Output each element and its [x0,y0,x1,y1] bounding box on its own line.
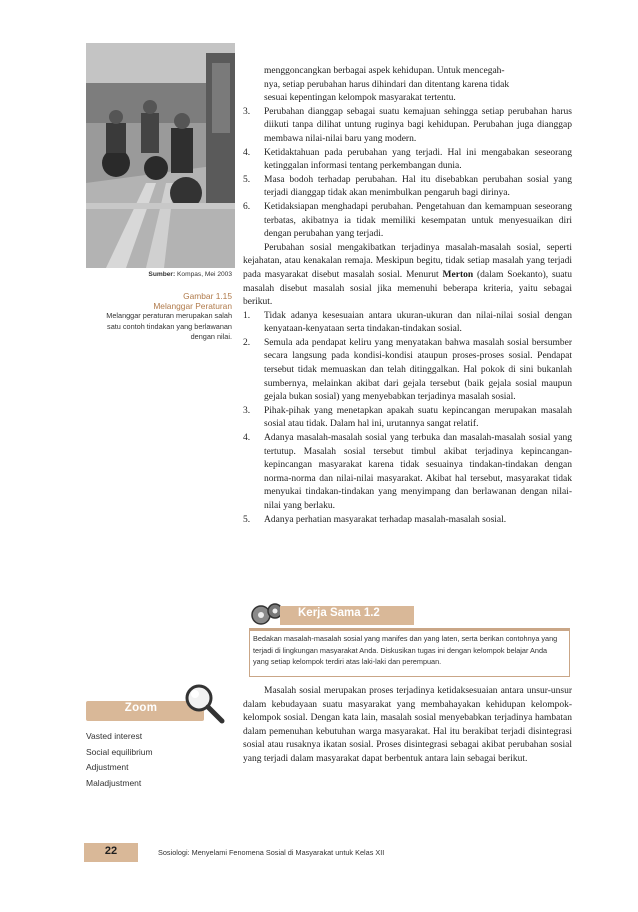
list-item: 4. Adanya masalah-masalah sosial yang terbuka dan masalah-masalah sosial yang tertutup. Masalah sosial tersebut timbul akibat terjadinya kepincangan-kepincangan masyarakat karena tidak sesuainya tindakan-tindakan dengan norma-norma dan nilai-nilai masyarakat. Akibat hal tersebut, masyarakat tidak menyukai tindakan-tindakan yang menyimpang dan berlawanan dengan nilai-nilai yang berlaku. [243,433,572,511]
photo-source: Sumber: Kompas, Mei 2003 [148,271,232,278]
merton-name: Merton [442,269,474,280]
zoom-title: Zoom [124,702,158,714]
list-item: 4. Ketidaktahuan pada perubahan yang terjadi. Hal ini mengabakan seseorang ketinggalan informasi tentang perkembangan dunia. [243,147,572,172]
book-title: Sosiologi: Menyelami Fenomena Sosial di Masyarakat untuk Kelas XII [158,848,385,857]
zoom-item: Vasted interest [86,731,143,741]
zoom-item: Maladjustment [86,777,142,788]
figure-caption-title: Gambar 1.15 Melanggar Peraturan [153,291,232,311]
list-item: 5. Adanya perhatian masyarakat terhadap masalah-masalah sosial. [243,514,507,525]
paragraph-merton: Perubahan sosial mengakibatkan terjadinya masalah-masalah sosial, seperti kejahatan, atau kenakalan remaja. Meskipun begitu, tidak setiap masalah yang terjadi pada masyarakat disebut masalah sosial. Menurut Merton (dalam Soekanto), suatu masalah disebut masalah sosial jika memenuhi beberapa kriteria, yaitu sebagai berikut. [243,242,573,308]
magnifier-icon [182,681,226,730]
figure-caption-body: Melanggar peraturan merupakan salah satu contoh tindakan yang berlawanan dengan nilai. [106,311,232,341]
paragraph-disintegrasi: Masalah sosial merupakan proses terjadinya ketidaksesuaian antara unsur-unsur dalam kebudayaan suatu masyarakat yang membahayakan kehidupan kelompok-kelompok sosial. Dengan kata lain, masalah sosial menyebabkan terjadinya hambatan dalam pemenuhan kebutuhan warga masyarakat. Hal itu berakibat terjadi disintegrasi sosial atau rusaknya ikatan sosial. Proses disintegrasi sebagai akibat perubahan sosial yang terjadi dalam masyarakat dapat berbentuk antara lain sebagai berikut. [243,686,572,764]
main-text-top [243,65,572,527]
list-item: 2. Semula ada pendapat keliru yang menyatakan bahwa masalah sosial bersumber secara langsung pada kondisi-kondisi ataupun proses-proses sosial. Pendapat tersebut tidak memuaskan dan telah ditinggalkan. Hal pokok di sini bukanlah sumbernya, melainkan akibat dari gejala tersebut (baik gejala sosial maupun gejala bukan sosial) yang menyebabkan terjadinya masalah sosial. [243,337,572,403]
list-item: 5. Masa bodoh terhadap perubahan. Hal itu disebabkan perubahan sosial yang terjadi dianggap tidak akan menimbulkan pengaruh bagi dirinya. [243,174,572,199]
zoom-item: Adjustment [86,762,129,772]
zoom-list [86,729,231,791]
list-item: 6. Ketidaksiapan menghadapi perubahan. Pengetahuan dan kemampuan seseorang terbatas, akibatnya ia tidak memiliki kesempatan untuk menyesuaikan diri dengan perubahan yang terjadi. [243,201,572,240]
zoom-item: Social equilibrium [86,746,153,757]
kerja-sama-text: Bedakan masalah-masalah sosial yang manifes dan yang laten, serta berikan contohnya yang terjadi di lingkungan masyarakat Anda. Diskusikan tugas ini dengan kelompok belajar Anda yang setiap kelompok terdiri atas laki-laki dan perempuan. [253,634,558,667]
paragraph-continuation: menggoncangkan berbagai aspek kehidupan. Untuk mencegah- nya, setiap perubahan harus dihindari dan ditentang karena tidak sesuai kepentingan kelompok masyarakat tertentu. [264,66,510,104]
traffic-photo [86,43,235,268]
kerja-sama-title: Kerja Sama 1.2 [298,607,380,619]
main-text-bottom [243,685,572,767]
page-number: 22 [104,845,118,857]
zoom-box [86,695,231,791]
list-item: 1. Tidak adanya kesesuaian antara ukuran-ukuran dan nilai-nilai sosial dengan kenyataan-kenyataan serta tindakan-tindakan sosial. [243,310,572,335]
list-item: 3. Pihak-pihak yang menetapkan apakah suatu kepincangan merupakan masalah sosial atau tidak. Dalam hal ini, urutannya sangat relatif. [243,405,572,430]
list-item: 3. Perubahan dianggap sebagai suatu kemajuan sehingga setiap perubahan harus diikuti tanpa dilihat untung ruginya bagi kehidupan. Perubahan juga dianggap membawa nilai-nilai baru yang modern. [243,106,572,144]
